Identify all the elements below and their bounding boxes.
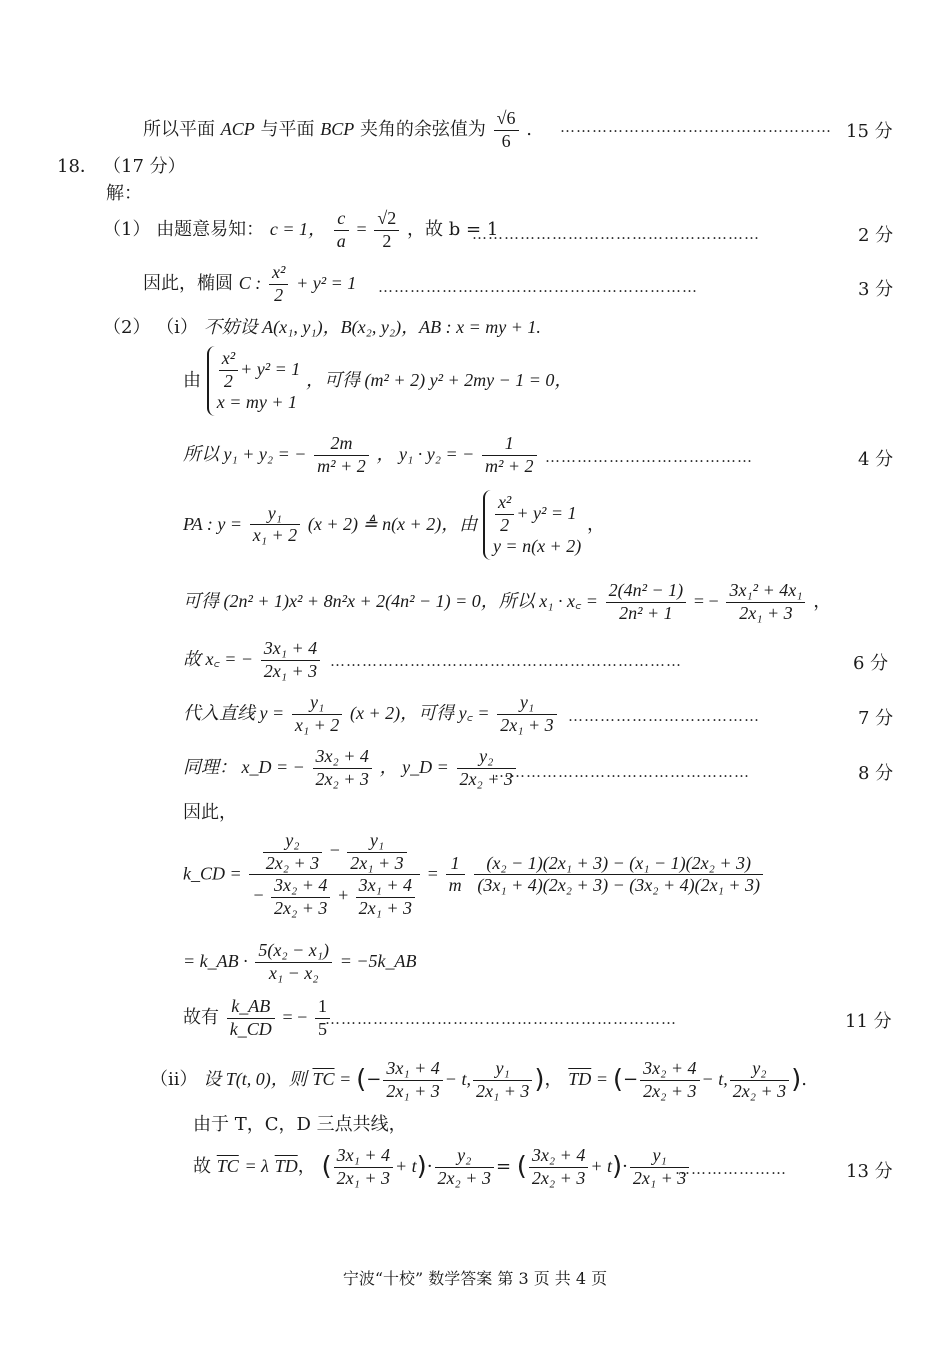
fraction [473,1058,532,1102]
fraction [726,580,805,624]
denominator: 5 [318,1018,328,1039]
numerator: y₁ [630,1145,689,1168]
part1-line1 [103,208,498,252]
text: 因此，椭圆 [143,273,233,295]
score-label: 4 分 [858,449,894,470]
problem-points: （17 分） [103,156,186,177]
plane-bcp: BCP [320,119,355,140]
fraction [255,940,332,984]
denominator: a [336,230,346,251]
fraction [292,692,342,736]
denominator: 2x₁ + 3 [358,897,412,918]
denominator: 2x₂ + 3 [643,1080,697,1101]
math: = λ [244,1156,269,1177]
numerator: y₁ [473,1058,532,1081]
left-paren: ( [612,1064,624,1095]
fraction [269,262,288,306]
denominator: x₁ + 2 [294,714,340,735]
text: ，故 b = 1 [407,219,499,241]
vector-td: $\overline{TD}$ [568,1069,592,1090]
fraction [482,433,537,477]
denominator: − $\frac{\text{3x₂ + 4}}{\text{2x₂ + 3}}$ + $\frac{\text{3x₁ + 4}}{\text{2x₁ + 3}}$ [249,875,420,919]
denominator: m [448,875,462,896]
leader-dots: ………………………………………………………… [330,652,682,670]
fraction [494,108,519,152]
score-label: 11 分 [845,1011,892,1032]
fraction [347,830,406,874]
numerator: 3x₂ + 4 [529,1145,588,1168]
math: = k_AB · [183,951,248,972]
numerator: y₂ [263,830,322,853]
fraction [374,208,399,252]
fraction [271,875,330,919]
denominator: 2x₂ + 3 [274,897,328,918]
numerator: 2m [314,433,369,456]
plane-acp: ACP [220,119,255,140]
numerator: x² [495,492,514,515]
math: = −5k_AB [339,951,417,972]
denominator: 2n² + 1 [619,602,673,623]
numerator: √6 [494,108,519,131]
fraction [495,492,514,536]
fraction [383,1058,442,1102]
denominator: 2x₁ + 3 [500,714,554,735]
math: (x + 2) ≜ n(x + 2)，由 [307,513,478,534]
math: = − [282,1007,308,1028]
leader-dots: ……………………………… [568,707,760,725]
denominator: 2x₁ + 3 [475,1080,530,1101]
system-line [183,346,572,416]
kab-line [183,940,417,984]
left-paren: ( [516,1151,527,1182]
denominator: 2x₁ + 3 [263,660,318,681]
denominator: 2x₂ + 3 [531,1167,586,1188]
numerator: 3x₁ + 4 [334,1145,393,1168]
vector-tc: $\overline{TC}$ [312,1069,335,1090]
math: 不妨设 A(x₁, y₁)，B(x₂, y₂)，AB : x = my + 1. [203,317,541,337]
numerator: y₂ [730,1058,789,1081]
math: ，可得 (m² + 2) y² + 2my − 1 = 0， [306,369,573,390]
numerator: 3x₂ + 4 [271,875,330,898]
math: − t, [444,1069,471,1090]
fraction [263,830,322,874]
text: 故 [193,1156,211,1178]
fraction [219,348,238,392]
numerator: (x₂ − 1)(2x₁ + 3) − (x₁ − 1)(2x₂ + 3) [474,853,763,876]
vieta-line [183,433,539,477]
fraction [529,1145,588,1189]
numerator: 3x₂ + 4 [640,1058,699,1081]
numerator: 3x₁ + 4 [383,1058,442,1081]
final-line: 故 $\overline{TC} = \lambda$ $\overline{TD}$， ( $\frac{\text{3x₁ + 4}}{\text{2x₁ + 3}}$ + t)· $\frac{\text{y₂}}{\text{2x₂ + 3}}$ = ( $\frac{\text{3x₂ + 4}}{\text{2x₂ + 3}}$ + t)· $\frac{\text{y₁}}{\text{2x₁ + 3}}$ [193,1145,691,1189]
math: 设 T(t, 0)，则 [203,1069,307,1090]
leader-dots: ………………………………… [545,448,753,466]
denominator: 2x₁ + 3 [632,1167,687,1188]
numerator: √2 [374,208,399,231]
page-footer: 宁波“十校” 数学答案 第 3 页 共 4 页 [342,1269,608,1288]
numerator: 1 [446,853,465,876]
numerator: y₁ [250,503,300,526]
fraction [250,503,300,547]
left-paren: ( [356,1064,367,1095]
math: = [356,219,367,240]
text: 由 [183,369,201,391]
numerator: $\frac{\text{y₂}}{\text{2x₂ + 3}}$ − $\frac{\text{y₁}}{\text{2x₁ + 3}}$ [249,830,420,875]
denominator: 2x₁ + 3 [386,1080,440,1101]
denominator: x₁ + 2 [252,525,298,546]
therefore-text: 因此， [183,802,237,823]
leader-dots: ………………………………………………………… [325,1010,677,1028]
math: c = 1， [269,219,327,240]
math: + y² = 1 [240,359,301,380]
numerator: 5(x₂ − x₁) [255,940,332,963]
denominator: 2 [500,514,510,535]
denominator: 2 [382,230,392,251]
math: x = my + 1 [216,392,298,413]
denominator: 2x₂ + 3 [315,768,369,789]
score-label: 7 分 [858,708,894,729]
solution-label: 解： [106,183,142,204]
math: 可得 (2n² + 1)x² + 8n²x + 2(4n² − 1) = 0，所以 x₁ · x꜀ = [183,591,598,612]
denominator: x₁ − x₂ [268,962,319,983]
numerator: y₂ [435,1145,494,1168]
vector-tc: $\overline{TC}$ [216,1156,239,1177]
equation-system [483,490,581,560]
xd-yd-line [183,746,518,790]
part2-line1 [103,317,541,339]
math: C : [238,273,262,294]
denominator: 2x₂ + 3 [732,1080,787,1101]
numerator: 1 [315,996,330,1019]
fraction [730,1058,789,1102]
vector-td: $\overline{TD}$ [274,1156,298,1177]
math: ， y₁ · y₂ = − [376,444,475,465]
text: 由题意易知： [156,219,265,241]
conclusion-line [143,108,532,152]
denominator: 2x₂ + 3 [437,1167,491,1188]
part-label: （1） [103,219,151,241]
numerator: y₁ [347,830,406,853]
numerator: 3x₁ + 4 [261,638,320,661]
subpart-label: （i） [156,317,198,338]
score-label: 6 分 [853,653,889,674]
numerator: y₁ [497,692,556,715]
score-label: 2 分 [858,225,894,246]
part2-ii-line: （ii） 设 T(t, 0)，则 $\overline{TC}$ = (− $\frac{\text{3x₁ + 4}}{\text{2x₁ + 3}}$ − t, $\frac{\text{y₁}}{\text{2x₁ + 3}}$ )， $\overline{TD}$ = (− $\frac{\text{3x₂ + 4}}{\text{2x₂ + 3}}$ − t, $\frac{\text{y₂}}{\text{2x₂ + 3}}$ ). [150,1058,807,1101]
numerator: x² [219,348,238,371]
right-paren: ) [791,1064,802,1095]
math: = − [693,591,719,612]
leader-dots: …………………………………………………… [378,278,698,296]
text: 故有 [183,1007,219,1029]
fraction [313,746,372,790]
math: = [427,863,438,884]
text: . [526,119,533,141]
fraction [435,1145,494,1189]
equation-system [207,346,301,416]
kcd-expression [183,830,765,919]
fraction [497,692,556,736]
fraction [227,996,275,1040]
score-label: 8 分 [858,763,894,784]
denominator: k_CD [229,1018,272,1039]
problem-number: 18． [57,156,98,177]
numerator: c [334,208,349,231]
subpart-label: （ii） [150,1069,198,1091]
fraction [640,1058,699,1102]
leader-dots: ………………… [675,1160,787,1178]
fraction [261,638,320,682]
denominator: 2x₁ + 3 [336,1167,390,1188]
left-paren: ( [321,1151,332,1182]
quadratic-line [183,580,831,624]
math: k_CD = [183,863,242,884]
math: 故 x꜀ = − [183,649,254,670]
xc-line [183,638,322,682]
fraction [474,853,763,897]
fraction [606,580,687,624]
right-paren: ) [611,1151,623,1182]
numerator: 2(4n² − 1) [606,580,687,603]
numerator: y₂ [457,746,516,769]
collinear-text: 由于 T，C，D 三点共线， [193,1114,407,1135]
denominator: (3x₁ + 4)(2x₂ + 3) − (3x₂ + 4)(2x₁ + 3) [477,875,761,896]
denominator: 2 [274,284,284,305]
denominator: 6 [501,130,511,151]
numerator: 3x₁² + 4x₁ [726,580,805,603]
part-label: （2） [103,317,151,338]
denominator: 2x₂ + 3 [265,852,320,873]
math: + y² = 1 [516,503,577,524]
numerator: y₁ [292,692,342,715]
numerator: 3x₂ + 4 [313,746,372,769]
math: y = n(x + 2) [492,536,582,557]
text: ， [813,591,832,613]
text: 与平面 [260,119,315,141]
hence-line [183,996,332,1040]
fraction [334,208,349,252]
right-paren: ) [534,1064,545,1095]
denominator: 2x₁ + 3 [739,602,793,623]
math: + y² = 1 [296,273,357,294]
right-paren: ) [416,1151,427,1182]
denominator: m² + 2 [484,455,534,476]
fraction [334,1145,393,1189]
score-label: 15 分 [846,121,893,142]
numerator: 3x₁ + 4 [356,875,415,898]
fraction [356,875,415,919]
leader-dots: ……………………………………………… [472,225,760,243]
numerator: k_AB [227,996,275,1019]
part1-line2 [143,262,356,306]
fraction [314,433,369,477]
score-label: 13 分 [846,1161,893,1182]
text: 所以平面 [143,119,215,141]
numerator: 1 [482,433,537,456]
compound-fraction [249,830,420,919]
denominator: 2 [223,370,233,391]
leader-dots: ………………………………………… [494,763,750,781]
math: 同理： x_D = − [183,757,305,778]
denominator: 2x₁ + 3 [350,852,404,873]
math: 所以 y₁ + y₂ = − [183,444,307,465]
math: 代入直线 y = [183,703,285,724]
pa-line [183,490,605,560]
leader-dots: …………………………………………… [560,118,832,136]
math: = [340,1069,351,1090]
denominator: m² + 2 [317,455,366,476]
yc-line [183,692,559,736]
text: ， [586,513,605,535]
math: (x + 2)，可得 y꜀ = [350,703,490,724]
text: 夹角的余弦值为 [359,119,486,141]
math: ， y_D = [379,757,449,778]
numerator: x² [269,262,288,285]
score-label: 3 分 [858,279,894,300]
math: PA : y = [183,513,242,534]
math: − t, [701,1069,728,1090]
denominator: 2x₂ + 3 [459,768,513,789]
fraction [446,853,465,897]
